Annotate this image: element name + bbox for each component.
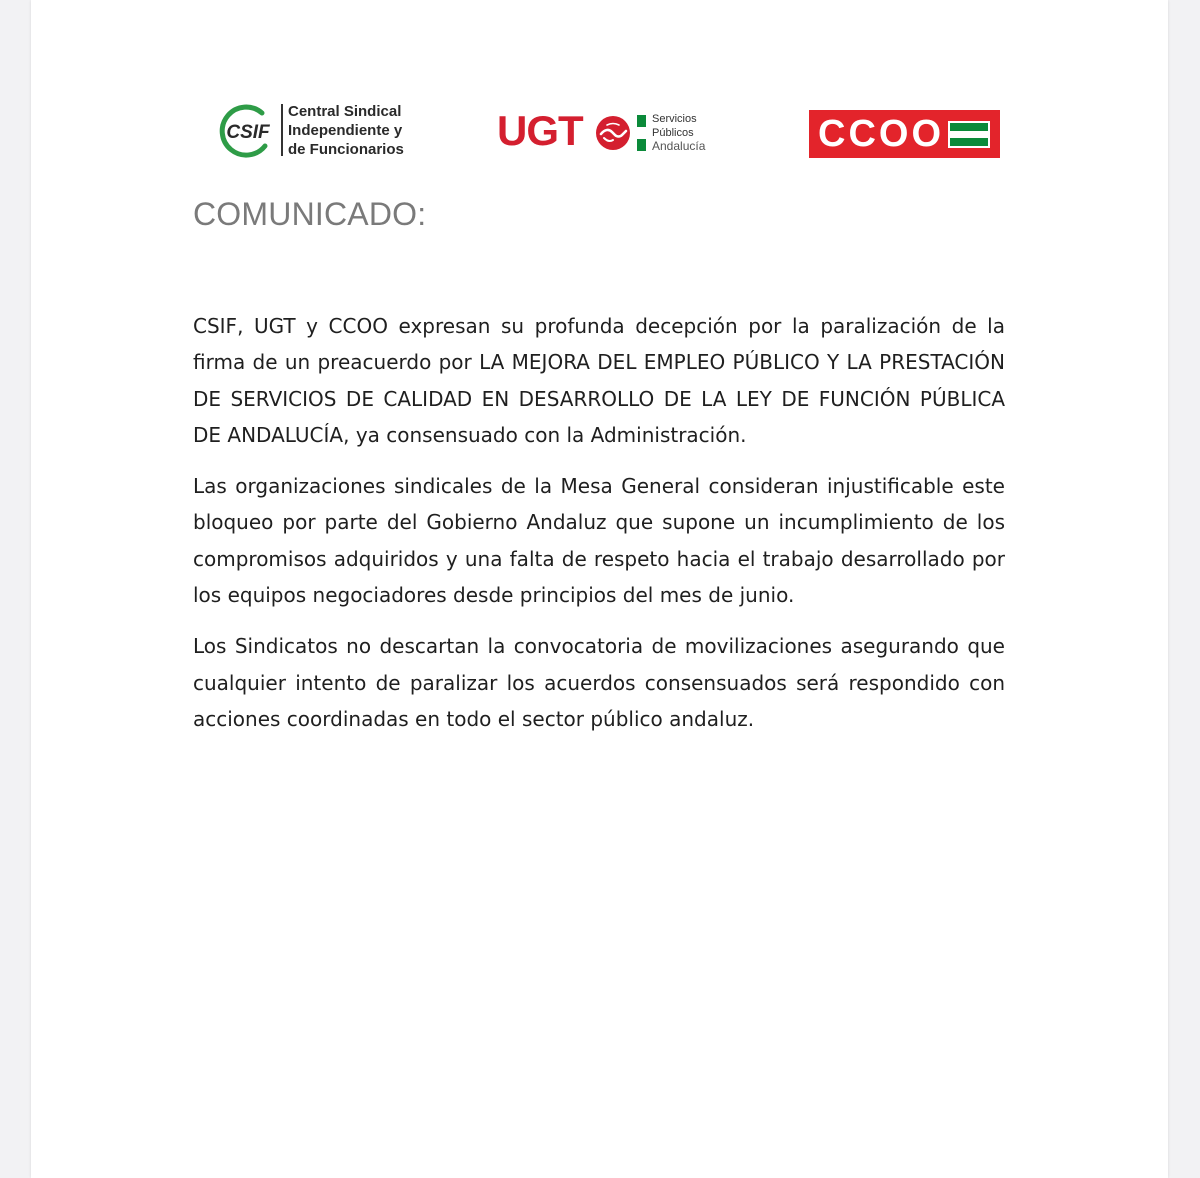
csif-divider — [281, 104, 283, 156]
ccoo-logo — [809, 110, 1000, 158]
csif-name-line: Independiente y — [288, 122, 403, 139]
document-page — [31, 0, 1168, 1178]
ugt-service-line: Públicos — [652, 126, 694, 139]
ccoo-wordmark: CCOO — [818, 113, 944, 155]
csif-name-line: de Funcionarios — [288, 141, 404, 158]
ugt-region: Andalucía — [652, 139, 706, 153]
csif-mark: CSIF — [226, 122, 270, 143]
andalusia-flag-icon — [948, 121, 990, 148]
ugt-federation-name — [652, 113, 705, 154]
body-paragraph: Las organizaciones sindicales de la Mesa General consideran injustificable este bloqueo por parte del Gobierno Andaluz que supone un incumplimiento de los compromisos adquiridos y una falta de respeto hacia el trabajo desarrollado por los equipos negociadores desde principios del mes de junio. — [193, 474, 1005, 608]
csif-name-line: Central Sindical — [288, 103, 402, 120]
ugt-service-line: Servicios — [652, 113, 697, 125]
body-paragraph: Los Sindicatos no descartan la convocatoria de movilizaciones asegurando que cualquier intento de paralizar los acuerdos consensuados será respondido con acciones coordinadas en todo el sector público andaluz. — [193, 634, 1005, 731]
document-body — [193, 308, 1005, 752]
body-paragraph: CSIF, UGT y CCOO expresan su profunda decepción por la paralización de la firma de un preacuerdo por LA MEJORA DEL EMPLEO PÚBLICO Y LA PRESTACIÓN DE SERVICIOS DE CALIDAD EN DESARROLLO DE LA LEY DE FUNCIÓN PÚBLICA DE ANDALUCÍA, ya consensuado con la Administración. — [193, 314, 1005, 447]
document-title: COMUNICADO: — [193, 196, 427, 232]
csif-logo — [218, 102, 428, 164]
ugt-handshake-globe-icon — [595, 115, 631, 151]
andalusia-flag-icon — [637, 115, 646, 151]
csif-full-name — [288, 102, 404, 159]
ugt-logo — [497, 107, 727, 160]
ugt-wordmark: UGT — [497, 107, 583, 154]
logo-header — [31, 0, 1168, 180]
csif-emblem-icon — [218, 104, 278, 158]
